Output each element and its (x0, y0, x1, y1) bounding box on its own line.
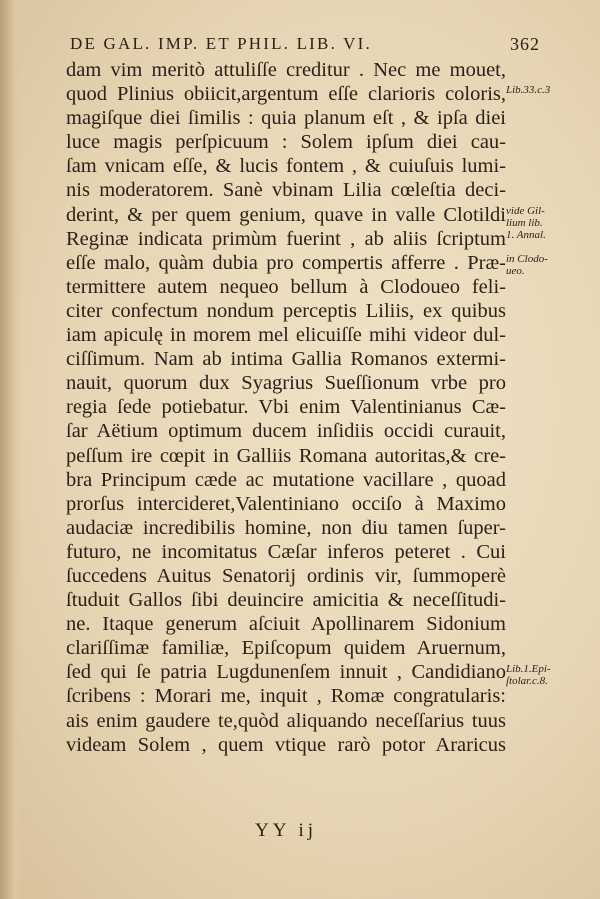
margin-note (506, 205, 546, 241)
margin-note-line: Lib.1.Epi- (506, 662, 551, 675)
margin-note-line: ſtolar.c.8. (506, 674, 548, 687)
text-line: ſam vnicam eſſe, & lucis fontem , & cuiuſuis lumi- (66, 155, 506, 178)
text-line: magiſque diei ſimilis : quia planum eſt , & ipſa diei (66, 107, 506, 130)
text-line: audaciæ incredibilis homine, non diu tamen ſuper- (66, 516, 506, 539)
text-line: luce magis perſpicuum : Solem ipſum diei cau- (66, 131, 506, 154)
text-line: ne. Itaque generum aſciuit Apollinarem Sidonium (66, 613, 506, 636)
text-line: derint, & per quem genium, quave in valle Clotildi (66, 203, 506, 226)
margin-note-line: 1. Annal. (506, 228, 546, 241)
text-line: prorſus intercideret,Valentiniano occiſo à Maximo (66, 492, 506, 515)
signature-mark: YY ij (254, 820, 318, 841)
text-line: ſcribens : Morari me, inquit , Romæ congratularis: (66, 685, 506, 708)
page-number: 362 (510, 34, 540, 54)
margin-note-line: vide Gil- (506, 204, 545, 217)
text-line: ſar Aëtium optimum ducem inſidiis occidi curauit, (66, 420, 506, 443)
text-line: ſed qui ſe patria Lugdunenſem innuit , Candidiano (66, 661, 506, 684)
margin-note (506, 663, 551, 687)
body-text (66, 58, 506, 757)
margin-note-line: ueo. (506, 264, 525, 277)
text-line: quod Plinius obiicit,argentum eſſe clarioris coloris, (66, 83, 506, 106)
margin-note (506, 253, 548, 277)
text-line: videam Solem , quem vtique rarò potor Araricus (66, 733, 506, 756)
page-gutter-shadow (0, 0, 22, 899)
text-line: iam apiculę in morem mel elicuiſſe mihi videor dul- (66, 324, 506, 347)
text-line: futuro, ne incomitatus Cæſar inferos peteret . Cui (66, 540, 506, 563)
margin-note-line: in Clodo- (506, 252, 548, 265)
text-line: dam vim meritò attuliſſe creditur . Nec me mouet, (66, 59, 506, 81)
running-head: DE GAL. IMP. ET PHIL. LIB. VI. (70, 34, 372, 53)
text-line: ſuccedens Auitus Senatorij ordinis vir, ſummoperè (66, 564, 506, 587)
page-header (70, 34, 540, 58)
text-line: ais enim gaudere te,quòd aliquando neceſſarius tuus (66, 709, 506, 732)
text-line: Reginæ indicata primùm fuerint , ab aliis ſcriptum (66, 227, 506, 250)
margin-note (506, 84, 550, 96)
text-line: nis moderatorem. Sanè vbinam Lilia cœleſtia deci- (66, 179, 506, 202)
text-line: ſtuduit Gallos ſibi deuincire amicitia & neceſſitudi- (66, 589, 506, 612)
text-line: bra Principum cæde ac mutatione vacillare , quoad (66, 468, 506, 491)
text-line: ciſſimum. Nam ab intima Gallia Romanos extermi- (66, 348, 506, 371)
page-footer (66, 820, 506, 846)
text-line: termittere autem nequeo bellum à Clodoueo feli- (66, 275, 506, 298)
text-line: regia ſede potiebatur. Vbi enim Valentinianus Cæ- (66, 396, 506, 419)
text-line: nauit, quorum dux Syagrius Sueſſionum vrbe pro (66, 372, 506, 395)
margin-note-line: lium lib. (506, 216, 543, 229)
text-line: clariſſimæ familiæ, Epiſcopum quidem Aruernum, (66, 637, 506, 660)
text-line: eſſe malo, quàm dubia pro compertis afferre . Præ- (66, 251, 506, 274)
margin-note-line: Lib.33.c.3 (506, 84, 551, 97)
text-line: peſſum ire cœpit in Galliis Romana autoritas,& cre- (66, 444, 506, 467)
text-line: citer confectum nondum perceptis Liliis, ex quibus (66, 299, 506, 322)
